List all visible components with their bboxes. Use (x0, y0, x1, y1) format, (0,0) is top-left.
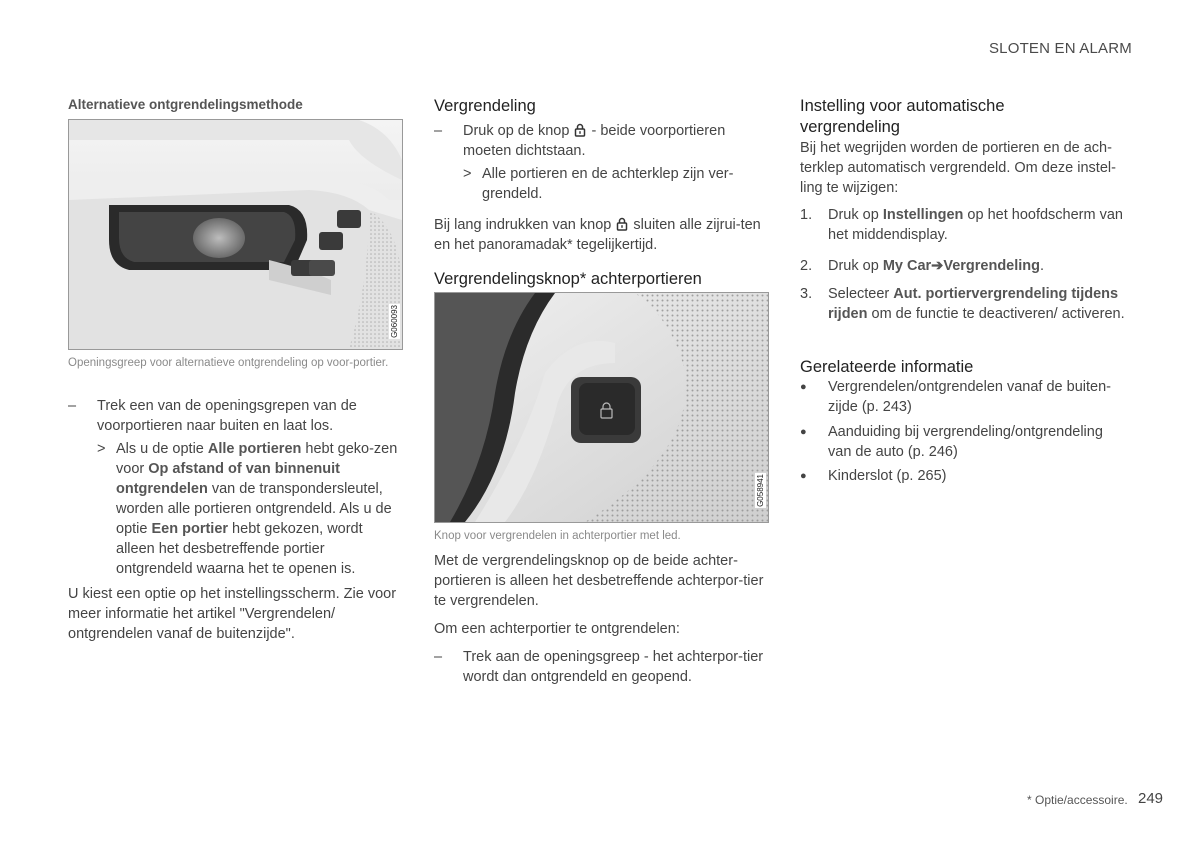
door-handle-figure (68, 119, 403, 350)
step-1 (800, 205, 1130, 245)
section-title: SLOTEN EN ALARM (988, 40, 1132, 57)
page-number: 249 (1138, 790, 1164, 807)
rear-lock-button-illustration (435, 293, 768, 522)
related-link[interactable]: Kinderslot (p. 265) (828, 468, 947, 484)
lock-icon (615, 217, 629, 231)
heading-auto-lock: Instelling voor automatische vergrendeling (800, 97, 1005, 136)
step-text: Selecteer Aut. portiervergrendeling tijdens rijden om de functie te deactiveren/ activeren. (828, 286, 1125, 322)
step-text: Druk op de knop - beide voorportieren moeten dichtstaan. (463, 123, 726, 159)
dash-marker: – (434, 649, 443, 665)
figure-code: G058941 (756, 474, 765, 507)
lock-icon (573, 123, 587, 137)
step-rear-unlock (434, 647, 768, 687)
step-3 (800, 284, 1130, 324)
dash-marker: – (434, 123, 443, 139)
bullet-icon: ● (800, 426, 807, 438)
heading-rear-lock-button: Vergrendelingsknop* achterportieren (434, 270, 702, 288)
related-item (800, 422, 1130, 462)
related-item (800, 466, 1130, 486)
unlock-intro-paragraph: Om een achterportier te ontgrendelen: (434, 621, 680, 637)
step-text: Druk op My Car➔Vergrendeling. (828, 258, 1045, 274)
result-marker: > (463, 166, 472, 182)
long-press-paragraph: Bij lang indrukken van knop sluiten alle zijrui-ten en het panoramadak* tegelijkertijd. (434, 217, 761, 253)
figure-code: G060093 (390, 305, 399, 338)
step-lock (434, 121, 768, 161)
step-unlock (68, 396, 402, 436)
related-link[interactable]: Aanduiding bij vergrendeling/ontgrendeling van de auto (p. 246) (828, 424, 1103, 460)
footnote: * Optie/accessoire. (1027, 793, 1128, 807)
step-number: 1. (800, 207, 813, 223)
figure-caption: Openingsgreep voor alternatieve ontgrendeling op voor-portier. (68, 357, 389, 369)
step-text: Trek een van de openingsgrepen van de voorportieren naar buiten en laat los. (97, 398, 357, 434)
step-2 (800, 256, 1130, 276)
result-marker: > (97, 441, 106, 457)
figure-caption: Knop voor vergrendelen in achterportier met led. (434, 530, 681, 542)
settings-paragraph: U kiest een optie op het instellingsscherm. Zie voor meer informatie het artikel "Vergrendelen/ ontgrendelen vanaf de buitenzijde". (68, 586, 397, 642)
related-link[interactable]: Vergrendelen/ontgrendelen vanaf de buiten-zijde (p. 243) (828, 379, 1111, 415)
result-text: Als u de optie Alle portieren hebt geko-zen voor Op afstand of van binnenuit ontgrendelen van de transpondersleutel, worden alle portieren ontgrendeld. Als u de optie Een portier hebt gekozen, wordt alleen het desbetreffende portier ontgrendeld waarna het te openen is. (116, 441, 398, 577)
heading-vergrendeling: Vergrendeling (434, 97, 536, 115)
step-result (97, 439, 399, 579)
arrow-right-icon: ➔ (931, 258, 944, 274)
step-number: 2. (800, 258, 813, 274)
step-number: 3. (800, 286, 813, 302)
rear-button-paragraph: Met de vergrendelingsknop op de beide achter-portieren is alleen het desbetreffende achterpor-tier te vergrendelen. (434, 553, 764, 609)
step-text: Trek aan de openingsgreep - het achterpor-tier wordt dan ontgrendeld en geopend. (463, 649, 764, 685)
figure-title: Alternatieve ontgrendelingsmethode (68, 97, 303, 112)
heading-related-info: Gerelateerde informatie (800, 358, 974, 376)
dash-marker: – (68, 398, 77, 414)
related-item (800, 377, 1130, 417)
rear-lock-button-figure (434, 292, 769, 523)
step-result (463, 164, 763, 204)
door-handle-illustration (69, 120, 402, 349)
bullet-icon: ● (800, 381, 807, 393)
auto-lock-paragraph: Bij het wegrijden worden de portieren en de ach-terklep automatisch vergrendeld. Om deze instel-ling te wijzigen: (800, 140, 1116, 196)
bullet-icon: ● (800, 470, 807, 482)
step-text: Druk op Instellingen op het hoofdscherm van het middendisplay. (828, 207, 1123, 243)
result-text: Alle portieren en de achterklep zijn ver-grendeld. (482, 166, 734, 202)
